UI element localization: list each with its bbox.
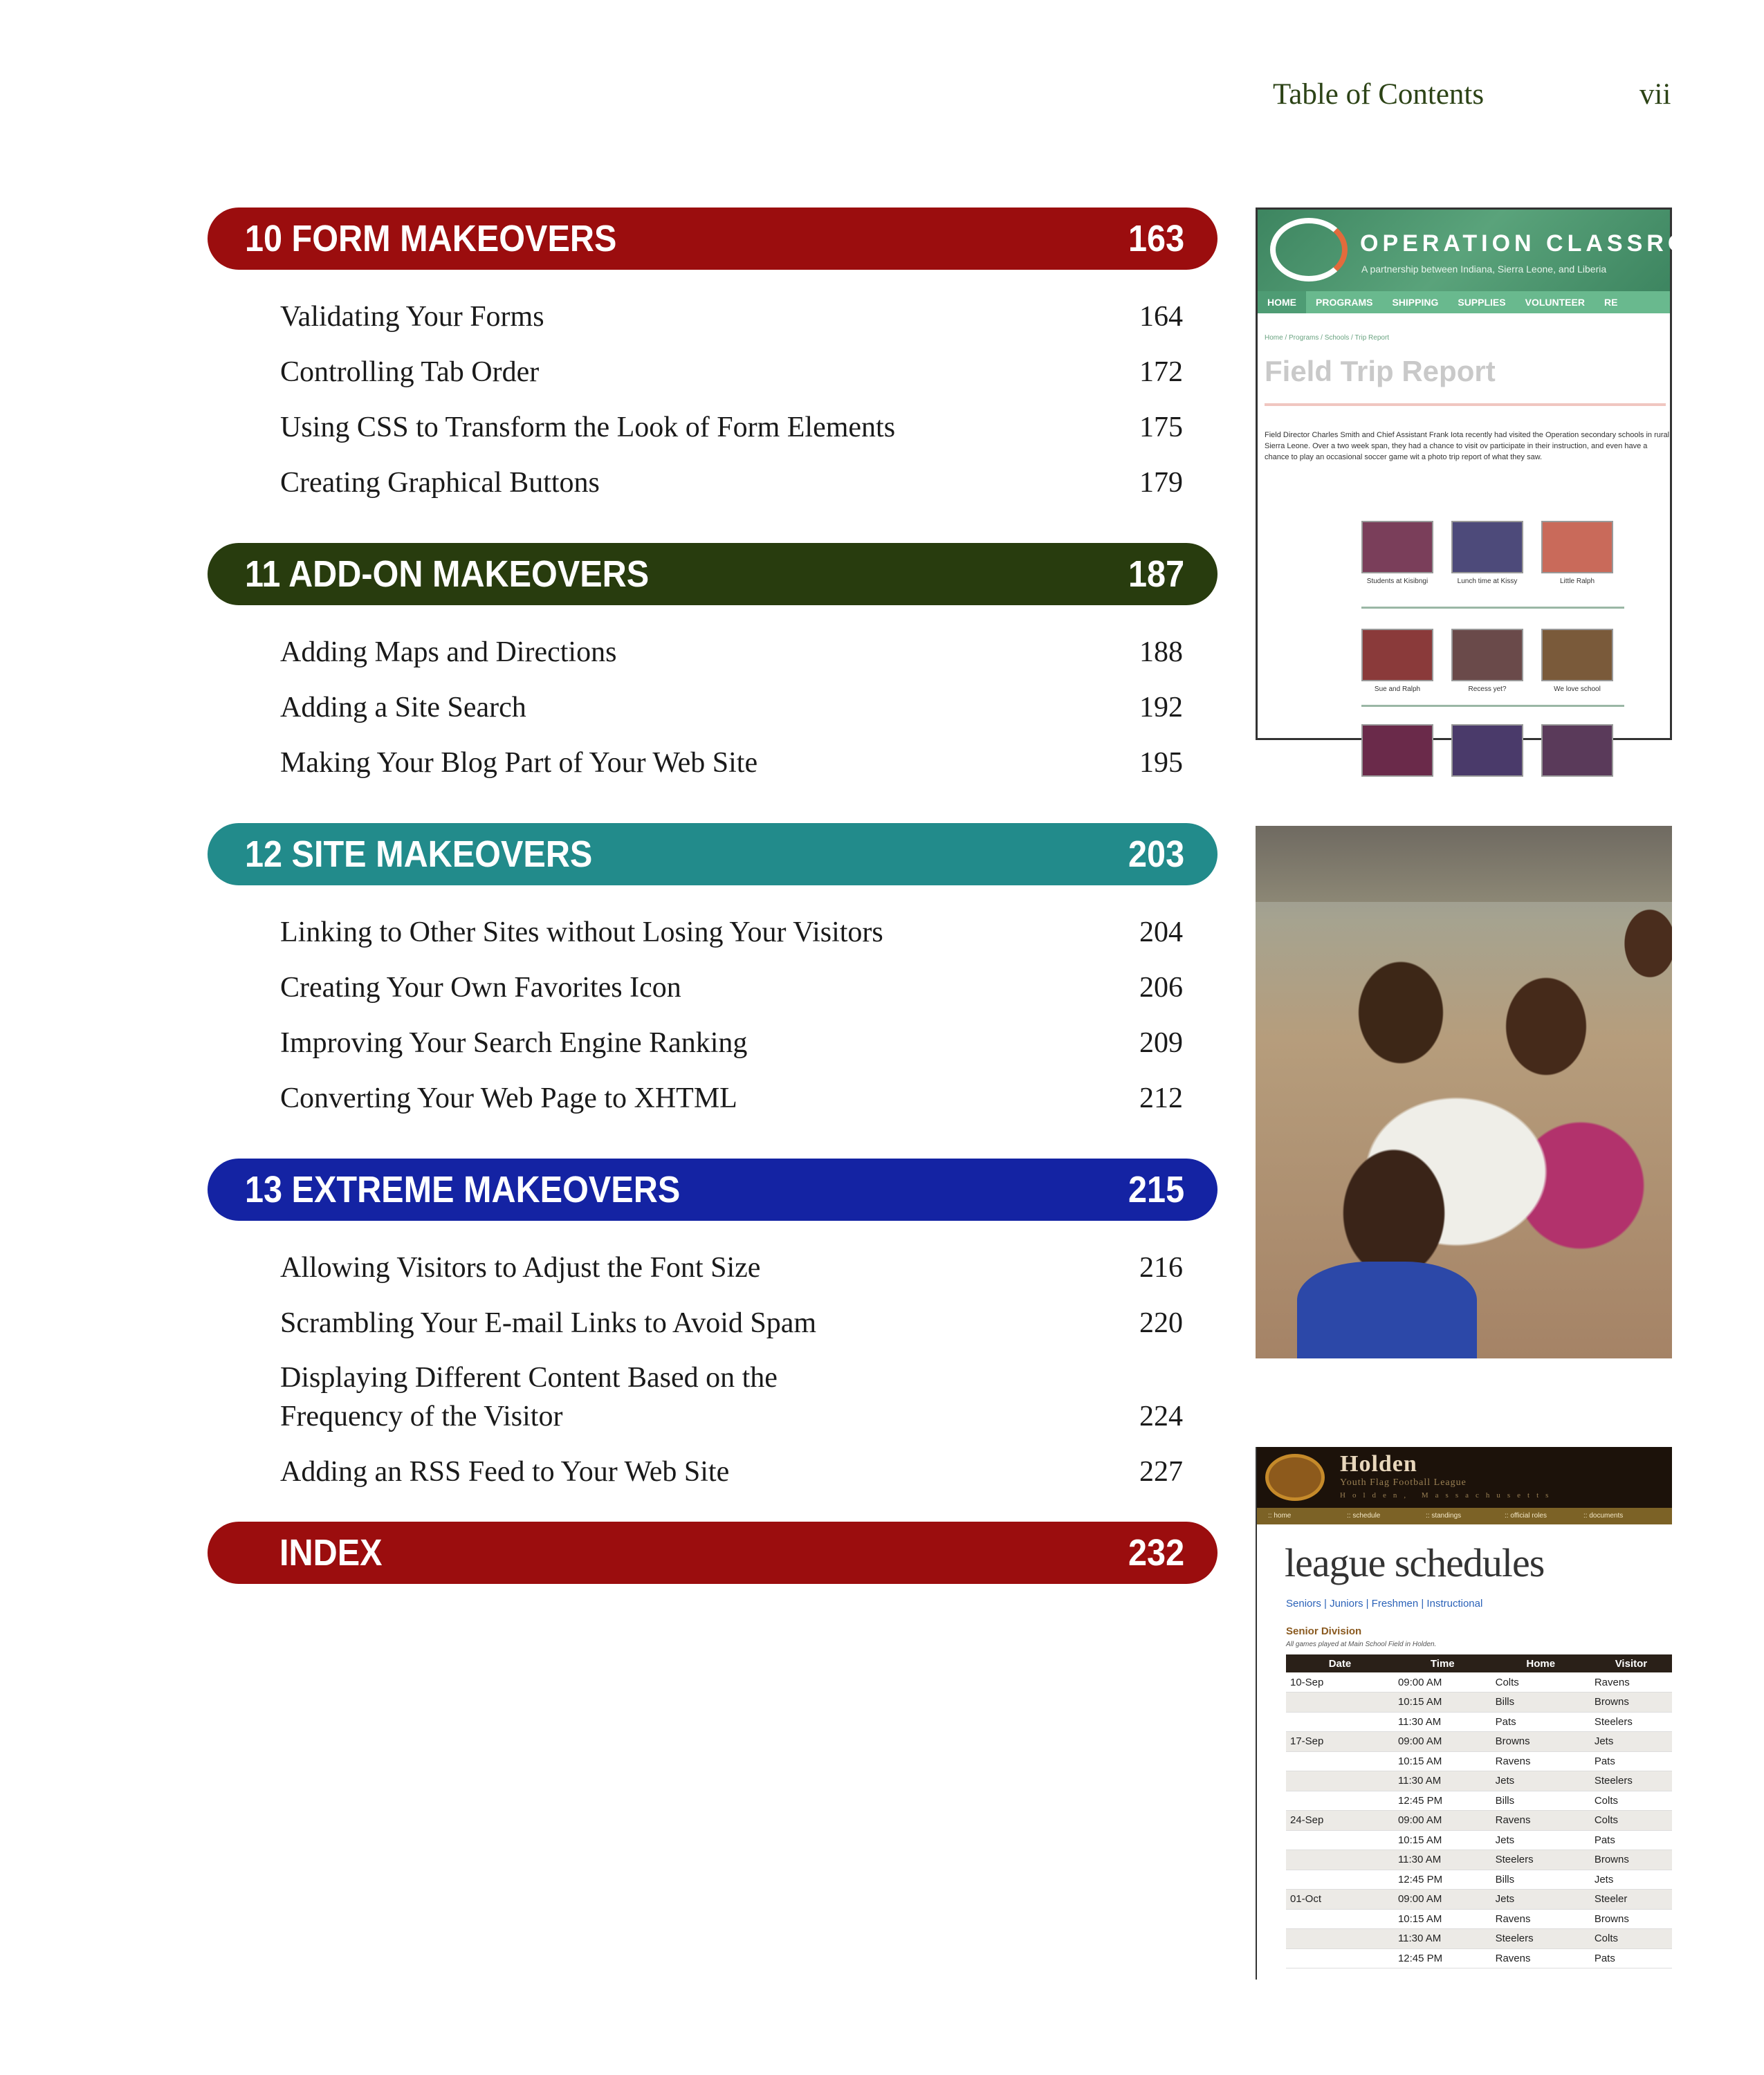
- nav-item: VOLUNTEER: [1525, 297, 1585, 308]
- site-brand: OPERATION CLASSROOM: [1360, 230, 1737, 257]
- nav-item: :: schedule: [1347, 1512, 1381, 1520]
- table-cell: Jets: [1491, 1830, 1590, 1850]
- running-header-title: Table of Contents: [1273, 78, 1485, 111]
- entry-title: Using CSS to Transform the Look of Form Elements: [280, 412, 896, 443]
- site-subtitle: Youth Flag Football League: [1340, 1477, 1467, 1488]
- table-cell: [1286, 1712, 1394, 1732]
- entry-page: 212: [1139, 1082, 1183, 1114]
- table-cell: 10-Sep: [1286, 1672, 1394, 1693]
- chapter-bar[interactable]: [208, 208, 1218, 270]
- entry-title: Allowing Visitors to Adjust the Font Size: [280, 1252, 761, 1284]
- column-header: Home: [1491, 1654, 1590, 1672]
- table-header-row: [1286, 1654, 1672, 1672]
- table-cell: Bills: [1491, 1791, 1590, 1811]
- page-heading: Field Trip Report: [1265, 355, 1496, 387]
- entry-page: 172: [1139, 356, 1183, 388]
- table-row: [1286, 1771, 1672, 1791]
- page-title: league schedules: [1285, 1540, 1545, 1585]
- table-cell: Pats: [1590, 1948, 1672, 1968]
- table-cell: Jets: [1590, 1870, 1672, 1890]
- entry-title: Adding Maps and Directions: [280, 636, 617, 668]
- table-row: [1286, 1948, 1672, 1968]
- photo-thumbnail: [1361, 724, 1433, 777]
- divider: [1361, 705, 1624, 707]
- table-row: [1286, 1712, 1672, 1732]
- photo-caption: Lunch time at Kissy: [1457, 578, 1518, 585]
- table-cell: [1286, 1909, 1394, 1929]
- table-cell: 11:30 AM: [1394, 1771, 1491, 1791]
- table-cell: Browns: [1491, 1732, 1590, 1752]
- table-cell: Pats: [1590, 1751, 1672, 1771]
- column-header: Date: [1286, 1654, 1394, 1672]
- table-row: [1286, 1890, 1672, 1910]
- site-name: Holden: [1340, 1451, 1417, 1477]
- breadcrumb: Home / Programs / Schools / Trip Report: [1265, 334, 1390, 342]
- table-cell: 10:15 AM: [1394, 1830, 1491, 1850]
- chapter-page: 215: [1128, 1169, 1184, 1210]
- table-cell: [1286, 1948, 1394, 1968]
- photo-background-shacks: [1256, 826, 1672, 902]
- table-cell: 11:30 AM: [1394, 1929, 1491, 1949]
- entry-page: 164: [1139, 301, 1183, 333]
- schedule-table: [1286, 1654, 1672, 1968]
- nav-item: HOME: [1258, 291, 1306, 313]
- table-cell: Pats: [1590, 1830, 1672, 1850]
- table-cell: Steelers: [1590, 1771, 1672, 1791]
- entry-page: 204: [1139, 916, 1183, 948]
- table-cell: Steelers: [1590, 1712, 1672, 1732]
- operation-classroom-screenshot: [1256, 208, 1737, 740]
- table-cell: Jets: [1491, 1771, 1590, 1791]
- table-cell: Colts: [1491, 1672, 1590, 1693]
- photo-thumbnail: [1361, 629, 1433, 681]
- table-cell: [1286, 1693, 1394, 1713]
- toc-entry[interactable]: [280, 1358, 1183, 1436]
- table-cell: Ravens: [1491, 1751, 1590, 1771]
- table-cell: 12:45 PM: [1394, 1870, 1491, 1890]
- entry-title: Converting Your Web Page to XHTML: [280, 1082, 737, 1114]
- chapter-bar[interactable]: [208, 823, 1218, 885]
- entry-page: 192: [1139, 692, 1183, 723]
- index-title: INDEX: [279, 1532, 383, 1574]
- table-cell: Steelers: [1491, 1929, 1590, 1949]
- table-cell: [1286, 1791, 1394, 1811]
- table-cell: Jets: [1590, 1732, 1672, 1752]
- football-logo-icon: [1265, 1454, 1325, 1501]
- schedule-rows: [1286, 1672, 1672, 1968]
- entry-title: Linking to Other Sites without Losing Your Visitors: [280, 916, 883, 948]
- table-cell: 09:00 AM: [1394, 1672, 1491, 1693]
- table-cell: Ravens: [1491, 1948, 1590, 1968]
- index-page: 232: [1128, 1532, 1184, 1574]
- table-row: [1286, 1672, 1672, 1693]
- chapter-page: 203: [1128, 833, 1184, 875]
- entry-title: Creating Your Own Favorites Icon: [280, 972, 681, 1004]
- nav-item: RE: [1604, 297, 1618, 308]
- chapter-page: 163: [1128, 218, 1184, 259]
- photo-thumbnail: [1541, 521, 1613, 573]
- entry-title: Making Your Blog Part of Your Web Site: [280, 747, 758, 779]
- division-heading: Senior Division: [1286, 1625, 1362, 1637]
- table-cell: [1286, 1830, 1394, 1850]
- photo-caption: Little Ralph: [1559, 578, 1595, 585]
- table-cell: [1286, 1751, 1394, 1771]
- children-photo: [1256, 826, 1672, 1358]
- table-cell: 10:15 AM: [1394, 1909, 1491, 1929]
- photo-caption: Recess yet?: [1468, 685, 1507, 693]
- holden-league-screenshot: [1256, 1447, 1672, 1980]
- table-cell: 09:00 AM: [1394, 1732, 1491, 1752]
- photo-caption: Sue and Ralph: [1374, 685, 1421, 693]
- table-row: [1286, 1791, 1672, 1811]
- column-header: Visitor: [1590, 1654, 1672, 1672]
- entry-page: 224: [1139, 1401, 1183, 1432]
- table-cell: Pats: [1491, 1712, 1590, 1732]
- entry-page: 227: [1139, 1456, 1183, 1488]
- entry-title: [280, 1358, 972, 1436]
- entry-title-line-2: Frequency of the Visitor: [280, 1401, 563, 1432]
- table-cell: Jets: [1491, 1890, 1590, 1910]
- table-cell: Steelers: [1491, 1850, 1590, 1870]
- photo-thumbnail: [1541, 629, 1613, 681]
- entry-page: 175: [1139, 412, 1183, 443]
- nav-item: :: standings: [1426, 1512, 1462, 1520]
- nav-item: SHIPPING: [1392, 297, 1439, 308]
- chapter-title: 11 ADD-ON MAKEOVERS: [245, 553, 650, 595]
- table-cell: Browns: [1590, 1850, 1672, 1870]
- nav-item: :: home: [1268, 1512, 1292, 1520]
- table-cell: 09:00 AM: [1394, 1890, 1491, 1910]
- table-cell: Browns: [1590, 1909, 1672, 1929]
- table-cell: 17-Sep: [1286, 1732, 1394, 1752]
- table-cell: Bills: [1491, 1870, 1590, 1890]
- table-row: [1286, 1732, 1672, 1752]
- table-cell: 12:45 PM: [1394, 1791, 1491, 1811]
- site-nav: [1257, 1508, 1672, 1524]
- table-cell: 10:15 AM: [1394, 1693, 1491, 1713]
- table-cell: 11:30 AM: [1394, 1850, 1491, 1870]
- table-cell: [1286, 1771, 1394, 1791]
- table-cell: Browns: [1590, 1693, 1672, 1713]
- photo-thumbnail: [1451, 521, 1523, 573]
- photo-scarf: [1297, 1262, 1477, 1358]
- table-row: [1286, 1850, 1672, 1870]
- index-bar[interactable]: [208, 1522, 1218, 1584]
- divider: [1361, 607, 1624, 609]
- entry-title-line-1: Displaying Different Content Based on the: [280, 1362, 778, 1394]
- table-cell: Ravens: [1491, 1909, 1590, 1929]
- entry-page: 216: [1139, 1252, 1183, 1284]
- table-cell: Ravens: [1491, 1811, 1590, 1831]
- table-row: [1286, 1830, 1672, 1850]
- column-header: Time: [1394, 1654, 1491, 1672]
- table-row: [1286, 1811, 1672, 1831]
- table-cell: Steeler: [1590, 1890, 1672, 1910]
- table-cell: 11:30 AM: [1394, 1712, 1491, 1732]
- photo-caption: Students at Kisibngi: [1366, 578, 1428, 585]
- table-row: [1286, 1909, 1672, 1929]
- table-cell: 10:15 AM: [1394, 1751, 1491, 1771]
- table-cell: Colts: [1590, 1929, 1672, 1949]
- entry-page: 220: [1139, 1307, 1183, 1339]
- table-cell: [1286, 1850, 1394, 1870]
- table-cell: 12:45 PM: [1394, 1948, 1491, 1968]
- entry-page: 188: [1139, 636, 1183, 668]
- entry-title: Controlling Tab Order: [280, 356, 540, 388]
- division-links: Seniors | Juniors | Freshmen | Instructional: [1286, 1598, 1483, 1610]
- site-tagline: A partnership between Indiana, Sierra Leone, and Liberia: [1361, 264, 1607, 275]
- photo-caption: We love school: [1554, 685, 1601, 693]
- table-cell: Colts: [1590, 1791, 1672, 1811]
- nav-item: SUPPLIES: [1458, 297, 1506, 308]
- table-cell: 01-Oct: [1286, 1890, 1394, 1910]
- schedule-note: All games played at Main School Field in Holden.: [1286, 1641, 1437, 1648]
- entry-page: 179: [1139, 467, 1183, 499]
- chapter-bar[interactable]: [208, 543, 1218, 605]
- table-row: [1286, 1751, 1672, 1771]
- table-row: [1286, 1870, 1672, 1890]
- table-cell: Ravens: [1590, 1672, 1672, 1693]
- table-row: [1286, 1693, 1672, 1713]
- intro-paragraph: Field Director Charles Smith and Chief Assistant Frank Iota recently had visited the Operation secondary schools in rural Sierra Leone. Over a two week span, they had a chance to visit ov participate in their instruction, and even have a chance to play an occasional soccer game wit a photo trip report of what they saw.: [1265, 431, 1670, 461]
- nav-item: :: official roles: [1505, 1512, 1547, 1520]
- chapter-title: 12 SITE MAKEOVERS: [245, 833, 593, 875]
- entry-title: Validating Your Forms: [280, 301, 544, 333]
- site-location: Holden, Massachusetts: [1340, 1491, 1556, 1500]
- divider: [1265, 403, 1666, 406]
- site-nav: [1258, 291, 1670, 313]
- chapter-title: 10 FORM MAKEOVERS: [245, 218, 617, 259]
- table-cell: [1286, 1870, 1394, 1890]
- entry-title: Adding an RSS Feed to Your Web Site: [280, 1456, 730, 1488]
- entry-title: Scrambling Your E-mail Links to Avoid Spam: [280, 1307, 817, 1339]
- entry-title: Creating Graphical Buttons: [280, 467, 600, 499]
- table-cell: Colts: [1590, 1811, 1672, 1831]
- nav-item: PROGRAMS: [1316, 297, 1373, 308]
- nav-item: :: documents: [1583, 1512, 1624, 1520]
- chapter-bar[interactable]: [208, 1159, 1218, 1221]
- entry-title: Adding a Site Search: [280, 692, 526, 723]
- entry-page: 206: [1139, 972, 1183, 1004]
- entry-page: 209: [1139, 1027, 1183, 1059]
- entry-page: 195: [1139, 747, 1183, 779]
- chapter-page: 187: [1128, 553, 1184, 595]
- table-row: [1286, 1929, 1672, 1949]
- chapter-title: 13 EXTREME MAKEOVERS: [245, 1169, 681, 1210]
- entry-title: Improving Your Search Engine Ranking: [280, 1027, 748, 1059]
- table-cell: Bills: [1491, 1693, 1590, 1713]
- running-header-page-number: vii: [1639, 78, 1671, 111]
- photo-thumbnail: [1451, 724, 1523, 777]
- photo-thumbnail: [1451, 629, 1523, 681]
- table-cell: 24-Sep: [1286, 1811, 1394, 1831]
- photo-thumbnail: [1541, 724, 1613, 777]
- logo-icon: [1270, 218, 1348, 282]
- table-cell: [1286, 1929, 1394, 1949]
- table-cell: 09:00 AM: [1394, 1811, 1491, 1831]
- photo-thumbnail: [1361, 521, 1433, 573]
